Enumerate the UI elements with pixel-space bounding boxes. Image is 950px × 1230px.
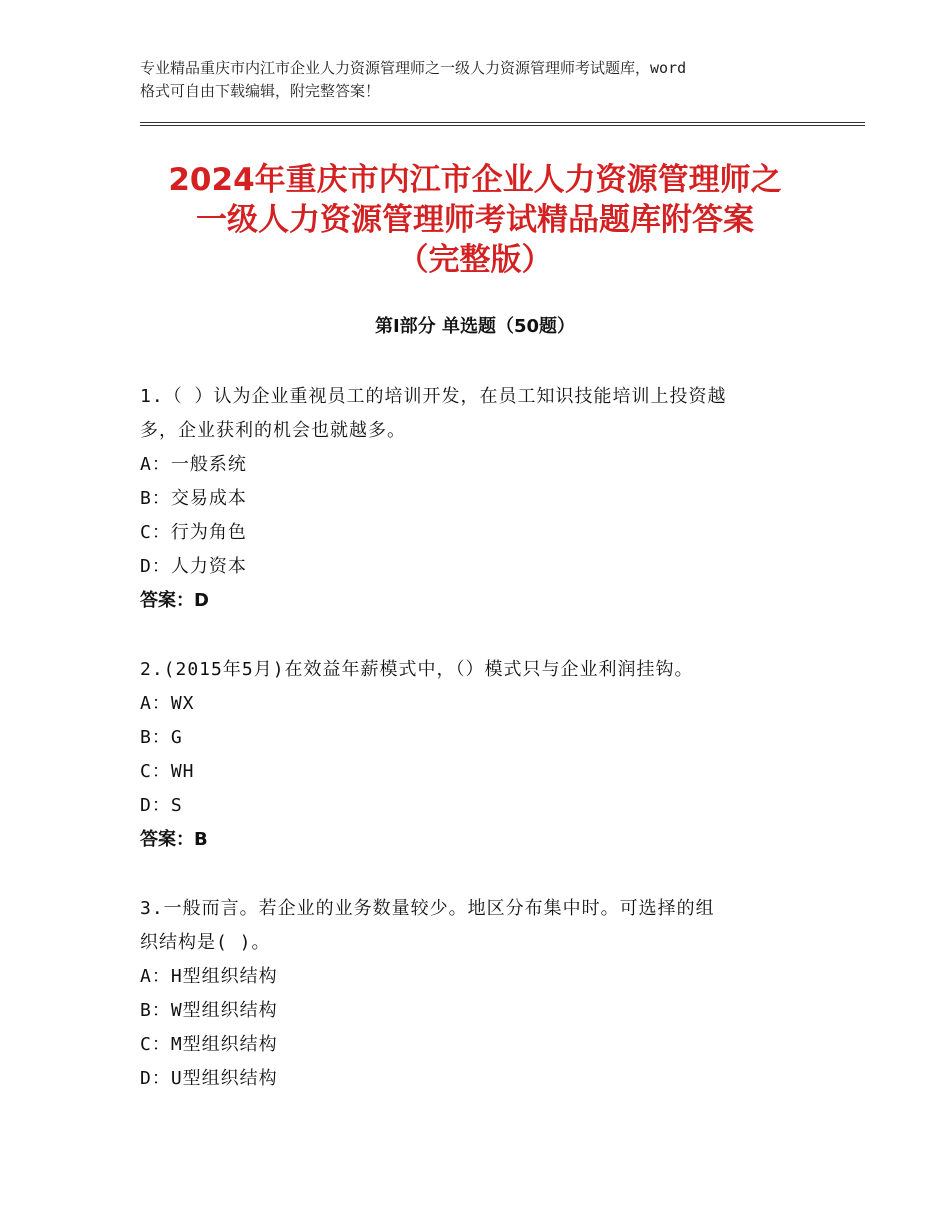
- question-1-stem-line-1: 1.（ ）认为企业重视员工的培训开发，在员工知识技能培训上投资越: [140, 386, 727, 407]
- header-rule-top: [140, 122, 865, 123]
- question-3-stem-line-1: 3.一般而言。若企业的业务数量较少。地区分布集中时。可选择的组: [140, 898, 715, 919]
- question-3-option-a: A：H型组织结构: [140, 966, 278, 987]
- question-3-option-c: C：M型组织结构: [140, 1034, 278, 1055]
- header-note-line-1: 专业精品重庆市内江市企业人力资源管理师之一级人力资源管理师考试题库，word: [140, 59, 687, 77]
- question-2-option-d: D：S: [140, 795, 183, 816]
- title-line-3: （完整版）: [397, 242, 553, 278]
- question-3-stem-line-2: 织结构是( )。: [140, 932, 271, 953]
- question-1-option-b: B：交易成本: [140, 488, 247, 509]
- question-2-answer: 答案：B: [140, 829, 208, 850]
- question-2-option-a: A：WX: [140, 693, 195, 714]
- section-title: 第Ⅰ部分 单选题（50题）: [374, 316, 575, 337]
- question-1-option-c: C：行为角色: [140, 522, 247, 543]
- question-1-option-d: D：人力资本: [140, 556, 247, 577]
- question-1-option-a: A：一般系统: [140, 454, 247, 475]
- header-note-line-2: 格式可自由下载编辑，附完整答案！: [140, 82, 381, 100]
- question-3-option-d: D：U型组织结构: [140, 1068, 278, 1089]
- question-3: [140, 892, 810, 1096]
- header-note: [140, 57, 820, 103]
- question-2-stem-line-1: 2.(2015年5月)在效益年薪模式中，（）模式只与企业利润挂钩。: [140, 659, 694, 680]
- title-line-1: 2024年重庆市内江市企业人力资源管理师之: [168, 162, 782, 198]
- question-2: [140, 653, 810, 857]
- question-2-option-b: B：G: [140, 727, 183, 748]
- question-1-stem-line-2: 多，企业获利的机会也就越多。: [140, 420, 406, 441]
- title-line-2: 一级人力资源管理师考试精品题库附答案: [196, 202, 754, 238]
- question-3-option-b: B：W型组织结构: [140, 1000, 278, 1021]
- document-title: [60, 160, 890, 280]
- header-rule-bottom: [140, 125, 865, 126]
- question-1: [140, 380, 810, 618]
- question-1-answer: 答案：D: [140, 590, 209, 611]
- question-2-option-c: C：WH: [140, 761, 195, 782]
